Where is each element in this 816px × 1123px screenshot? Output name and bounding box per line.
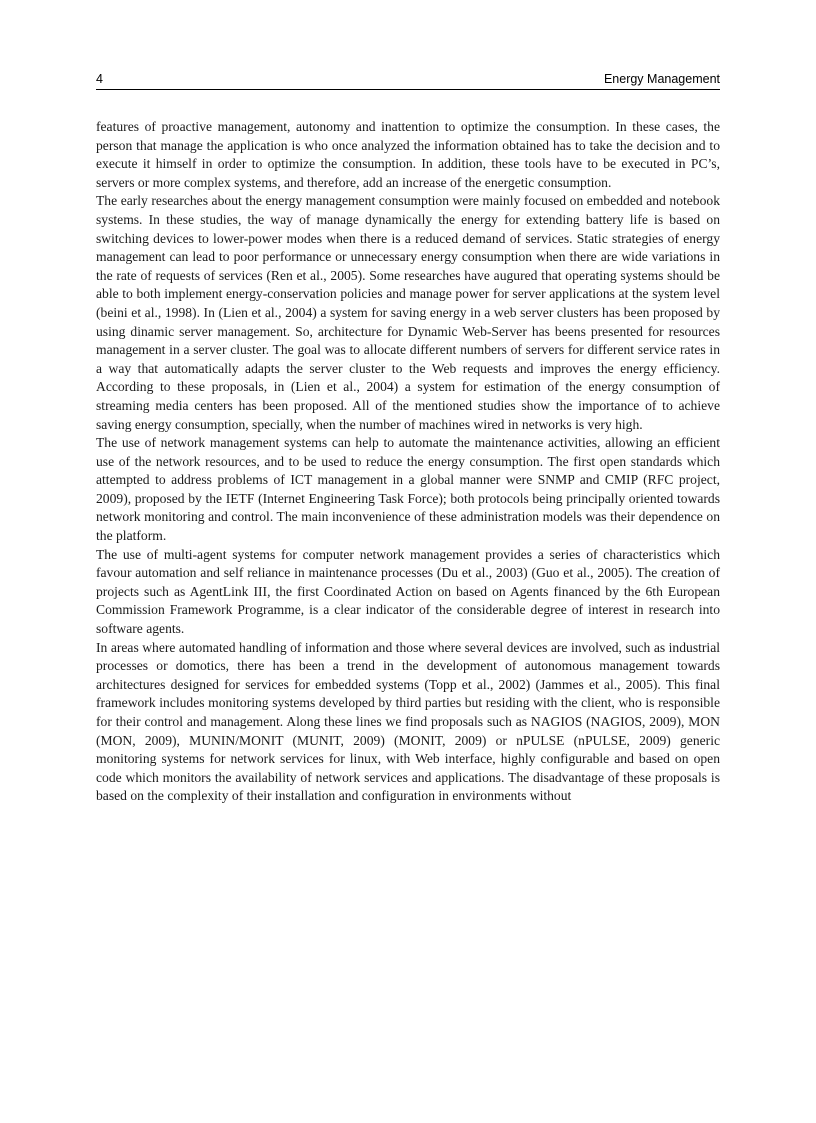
page-number: 4 <box>96 72 103 86</box>
paragraph-3: The use of network management systems can help to automate the maintenance activities, allowing an efficient use of the network resources, and to be used to reduce the energy consumption. The first open standards which attempted to address problems of ICT management in a global manner were SNMP and CMIP (RFC project, 2009), proposed by the IETF (Internet Engineering Task Force); both protocols being principally oriented towards network monitoring and control. The main inconvenience of these administration models was their dependence on the platform. <box>96 435 720 544</box>
body-text <box>96 118 720 806</box>
paragraph-5: In areas where automated handling of information and those where several devices are involved, such as industrial processes or domotics, there has been a trend in the development of autonomous management towards architectures designed for services for embedded systems (Topp et al., 2002) (Jammes et al., 2005). This final framework includes monitoring systems developed by third parties but residing with the client, who is responsible for their control and management. Along these lines we find proposals such as NAGIOS (NAGIOS, 2009), MON (MON, 2009), MUNIN/MONIT (MUNIT, 2009) (MONIT, 2009) or nPULSE (nPULSE, 2009) generic monitoring systems for network services for linux, with Web interface, highly configurable and based on open code which monitors the availability of network services and applications. The disadvantage of these proposals is based on the complexity of their installation and configuration in environments without <box>96 639 720 804</box>
page-header <box>96 71 720 90</box>
running-title: Energy Management <box>603 72 720 86</box>
paragraph-4: The use of multi-agent systems for computer network management provides a series of characteristics which favour automation and self reliance in maintenance processes (Du et al., 2003) (Guo et al., 2005). The creation of projects such as AgentLink III, the first Coordinated Action on based on Agents financed by the 6th European Commission Framework Programme, is a clear indicator of the considerable degree of interest in research into software agents. <box>96 546 720 637</box>
paragraph-1: features of proactive management, autonomy and inattention to optimize the consumption. In these cases, the person that manage the application is who once analyzed the information obtained has to take the decision and to execute it himself in order to optimize the consumption. In addition, these tools have to be executed in PC’s, servers or more complex systems, and therefore, add an increase of the energetic consumption. <box>96 119 720 190</box>
paragraph-2: The early researches about the energy management consumption were mainly focused on embedded and notebook systems. In these studies, the way of manage dynamically the energy for extending battery life is based on switching devices to lower-power modes when there is a reduced demand of services. Static strategies of energy management can lead to poor performance or unnecessary energy consumption when there are wide variations in the rate of requests of services (Ren et al., 2005). Some researches have augured that operating systems should be able to both implement energy-conservation policies and manage power for server applications at the system level (beini et al., 1998). In (Lien et al., 2004) a system for saving energy in a web server clusters has been proposed by using dinamic server management. So, architecture for Dynamic Web-Server has beens presented for resources management in a server cluster. The goal was to allocate different numbers of servers for different service rates in a way that automatically adapts the server cluster to the Web requests and improves the energy efficiency. According to these proposals, in (Lien et al., 2004) a system for estimation of the energy consumption of streaming media centers has been proposed. All of the mentioned studies show the importance of to achieve saving energy consumption, specially, when the number of machines wired in networks is very high. <box>96 193 720 432</box>
